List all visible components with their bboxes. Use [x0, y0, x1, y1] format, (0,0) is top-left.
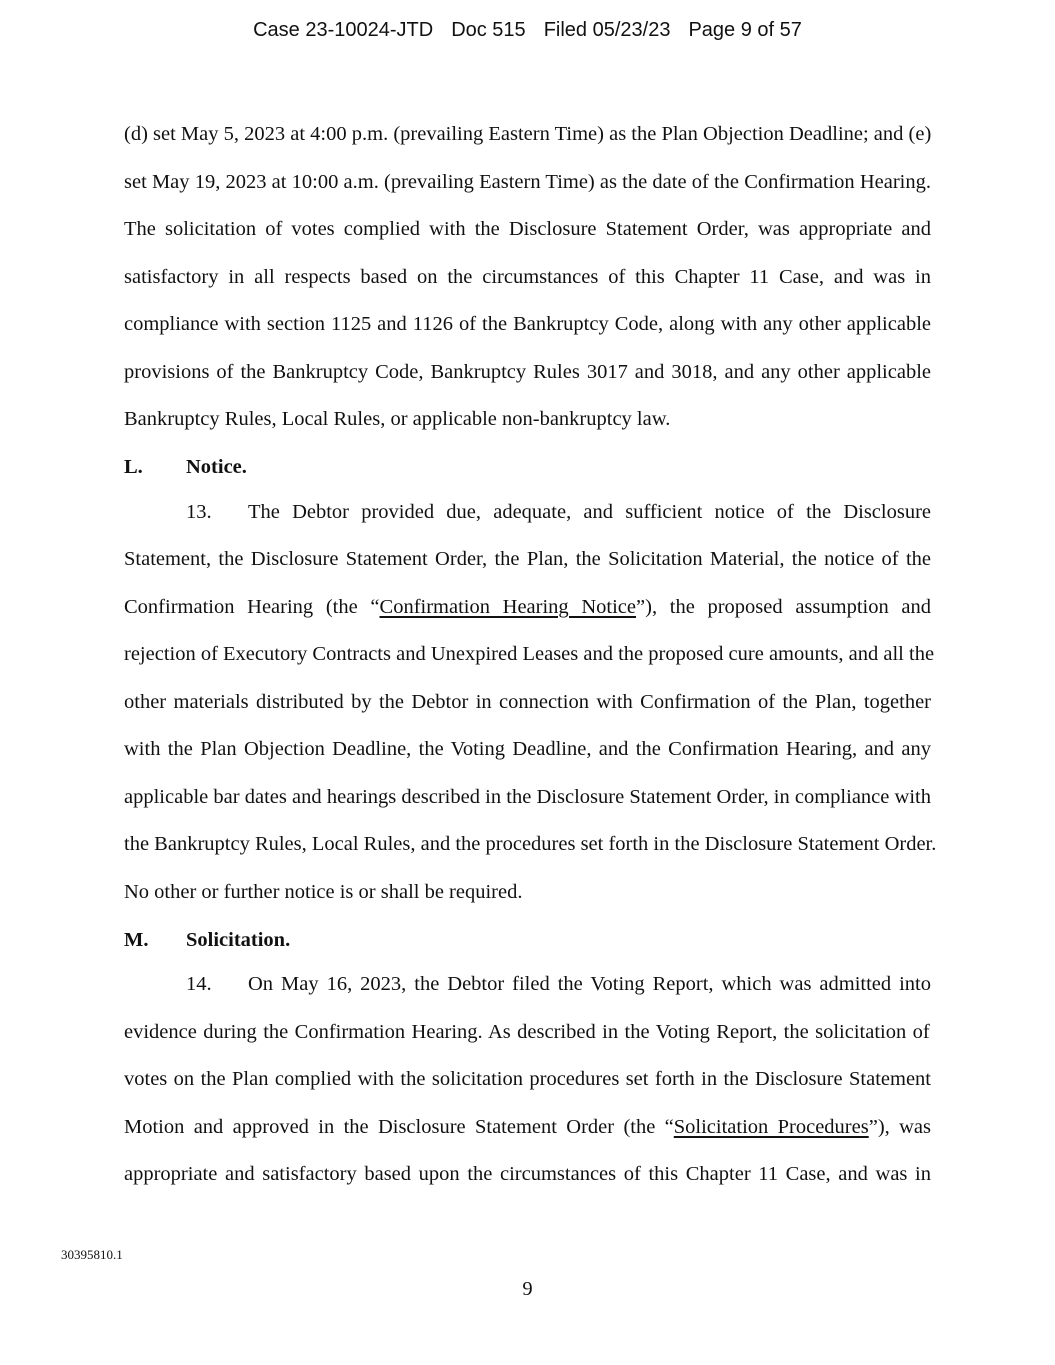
text-line: (d) set May 5, 2023 at 4:00 p.m. (prevailing Eastern Time) as the Plan Objection Deadline; and (e) [124, 123, 932, 145]
text-line: applicable bar dates and hearings described in the Disclosure Statement Order, in compliance with [124, 786, 931, 808]
section-heading-notice [124, 454, 247, 480]
section-letter: L. [124, 456, 143, 478]
text-line: set May 19, 2023 at 10:00 a.m. (prevailing Eastern Time) as the date of the Confirmation Hearing. [124, 171, 931, 193]
page-indicator: Page 9 of 57 [688, 19, 802, 41]
text-line: The solicitation of votes complied with the Disclosure Statement Order, was appropriate and [124, 218, 931, 240]
filing-header [0, 19, 1055, 42]
text-line: satisfactory in all respects based on the circumstances of this Chapter 11 Case, and was in [124, 266, 931, 288]
text-line: with the Plan Objection Deadline, the Voting Deadline, and the Confirmation Hearing, and any [124, 738, 931, 760]
text-line: No other or further notice is or shall be required. [124, 881, 523, 903]
defined-term-confirmation-hearing-notice: Confirmation Hearing Notice [379, 596, 637, 618]
section-title: Solicitation. [186, 929, 291, 951]
case-number: Case 23-10024-JTD [253, 19, 434, 41]
paragraph-number: 13. [186, 501, 212, 523]
filed-date: Filed 05/23/23 [543, 19, 671, 41]
text-line: evidence during the Confirmation Hearing. As described in the Voting Report, the solicitation of [124, 1021, 930, 1043]
section-title: Notice. [186, 456, 247, 478]
text-span: ”), was [868, 1116, 931, 1138]
text-line [124, 594, 931, 620]
document-id: 30395810.1 [61, 1247, 123, 1262]
doc-number: Doc 515 [451, 19, 526, 41]
page-number: 9 [522, 1278, 533, 1300]
text-line: provisions of the Bankruptcy Code, Bankruptcy Rules 3017 and 3018, and any other applicable [124, 361, 931, 383]
text-line: Statement, the Disclosure Statement Order, the Plan, the Solicitation Material, the notice of the [124, 548, 931, 570]
paragraph-number: 14. [186, 973, 212, 995]
text-line: compliance with section 1125 and 1126 of the Bankruptcy Code, along with any other applicable [124, 313, 931, 335]
text-line [186, 971, 931, 997]
text-line: appropriate and satisfactory based upon the circumstances of this Chapter 11 Case, and was in [124, 1163, 931, 1185]
paragraph-first-line: The Debtor provided due, adequate, and sufficient notice of the Disclosure [248, 501, 931, 523]
text-span: Confirmation Hearing (the “ [124, 596, 380, 618]
text-line [124, 1114, 931, 1140]
text-line: votes on the Plan complied with the solicitation procedures set forth in the Disclosure Statement [124, 1068, 931, 1090]
section-heading-solicitation [124, 927, 290, 953]
text-line: other materials distributed by the Debtor in connection with Confirmation of the Plan, together [124, 691, 931, 713]
defined-term-solicitation-procedures: Solicitation Procedures [673, 1116, 869, 1138]
text-span: ”), the proposed assumption and [636, 596, 931, 618]
section-letter: M. [124, 929, 149, 951]
paragraph-first-line: On May 16, 2023, the Debtor filed the Voting Report, which was admitted into [248, 973, 931, 995]
text-line: rejection of Executory Contracts and Unexpired Leases and the proposed cure amounts, and all the [124, 643, 935, 665]
text-line: Bankruptcy Rules, Local Rules, or applicable non-bankruptcy law. [124, 408, 671, 430]
text-line [186, 499, 931, 525]
text-span: Motion and approved in the Disclosure Statement Order (the “ [124, 1116, 674, 1138]
text-line: the Bankruptcy Rules, Local Rules, and the procedures set forth in the Disclosure Statement Order. [124, 833, 937, 855]
